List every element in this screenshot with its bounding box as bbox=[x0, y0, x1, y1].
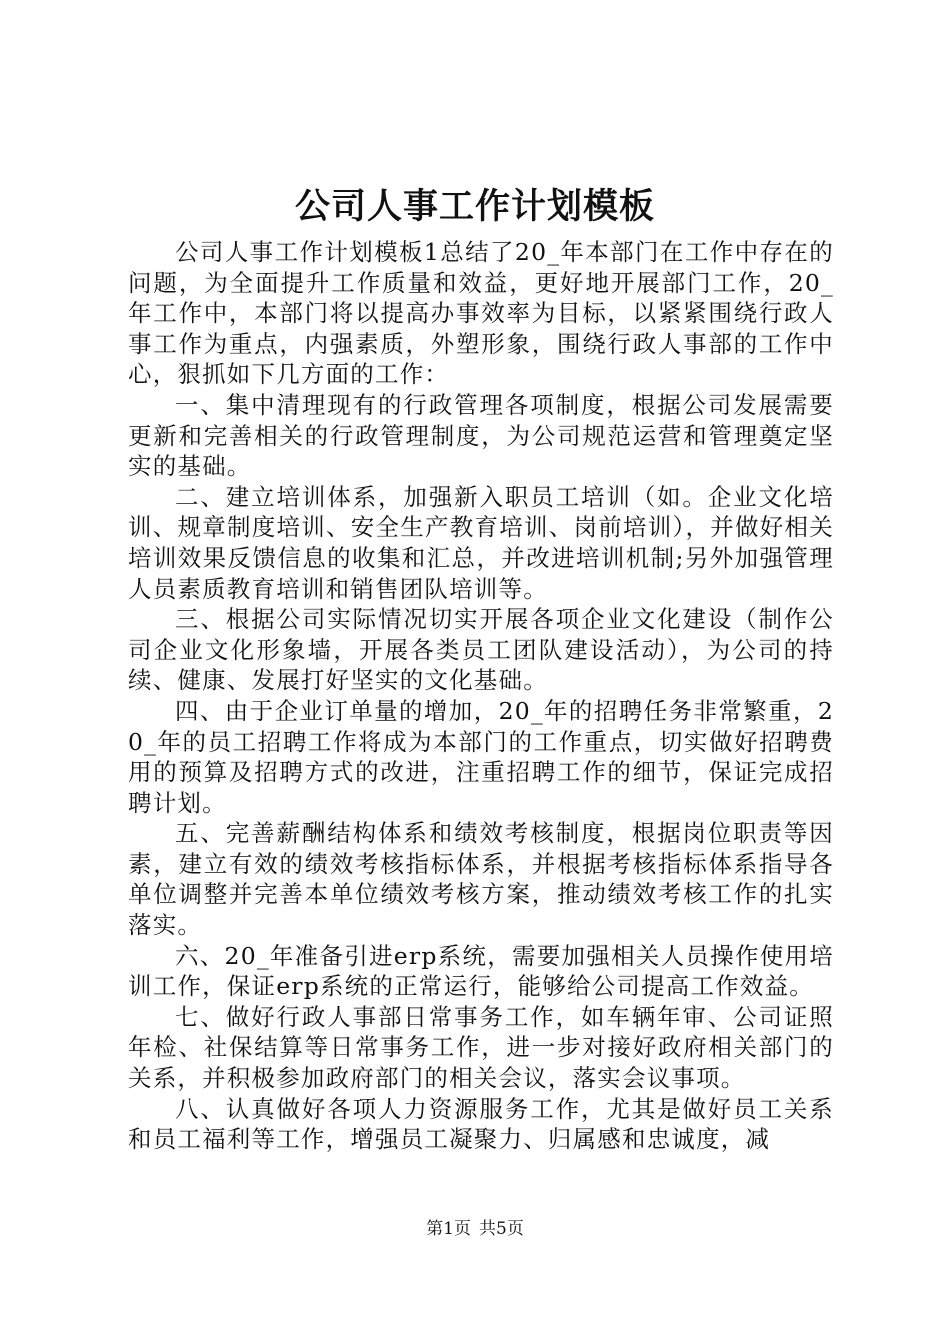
document-body bbox=[128, 237, 834, 1155]
paragraph-item-7: 七、做好行政人事部日常事务工作，如车辆年审、公司证照年检、社保结算等日常事务工作，进一步对接好政府相关部门的关系，并积极参加政府部门的相关会议，落实会议事项。 bbox=[128, 1002, 834, 1093]
document-title: 公司人事工作计划模板 bbox=[294, 186, 655, 227]
paragraph-item-5: 五、完善薪酬结构体系和绩效考核制度，根据岗位职责等因素，建立有效的绩效考核指标体系，并根据考核指标体系指导各单位调整并完善本单位绩效考核方案，推动绩效考核工作的扎实落实。 bbox=[128, 819, 834, 940]
page-total: 共5页 bbox=[479, 1219, 524, 1239]
paragraph-item-6: 六、20_年准备引进erp系统，需要加强相关人员操作使用培训工作，保证erp系统的正常运行，能够给公司提高工作效益。 bbox=[128, 941, 834, 1001]
paragraph-item-1: 一、集中清理现有的行政管理各项制度，根据公司发展需要更新和完善相关的行政管理制度，为公司规范运营和管理奠定坚实的基础。 bbox=[128, 390, 834, 481]
paragraph-intro: 公司人事工作计划模板1总结了20_年本部门在工作中存在的问题，为全面提升工作质量和效益，更好地开展部门工作，20_年工作中，本部门将以提高办事效率为目标，以紧紧围绕行政人事工作为重点，内强素质，外塑形象，围绕行政人事部的工作中心，狠抓如下几方面的工作： bbox=[128, 238, 834, 389]
page-footer bbox=[0, 1217, 950, 1241]
paragraph-item-2: 二、建立培训体系，加强新入职员工培训（如。企业文化培训、规章制度培训、安全生产教育培训、岗前培训），并做好相关培训效果反馈信息的收集和汇总，并改进培训机制;另外加强管理人员素质教育培训和销售团队培训等。 bbox=[128, 482, 834, 603]
page-number: 第1页 bbox=[426, 1219, 471, 1239]
paragraph-item-3: 三、根据公司实际情况切实开展各项企业文化建设（制作公司企业文化形象墙，开展各类员工团队建设活动），为公司的持续、健康、发展打好坚实的文化基础。 bbox=[128, 605, 834, 695]
paragraph-item-4: 四、由于企业订单量的增加，20_年的招聘任务非常繁重，20_年的员工招聘工作将成为本部门的工作重点，切实做好招聘费用的预算及招聘方式的改进，注重招聘工作的细节，保证完成招聘计划。 bbox=[128, 696, 834, 817]
paragraph-item-8: 八、认真做好各项人力资源服务工作，尤其是做好员工关系和员工福利等工作，增强员工凝聚力、归属感和忠诚度，减 bbox=[128, 1094, 834, 1154]
